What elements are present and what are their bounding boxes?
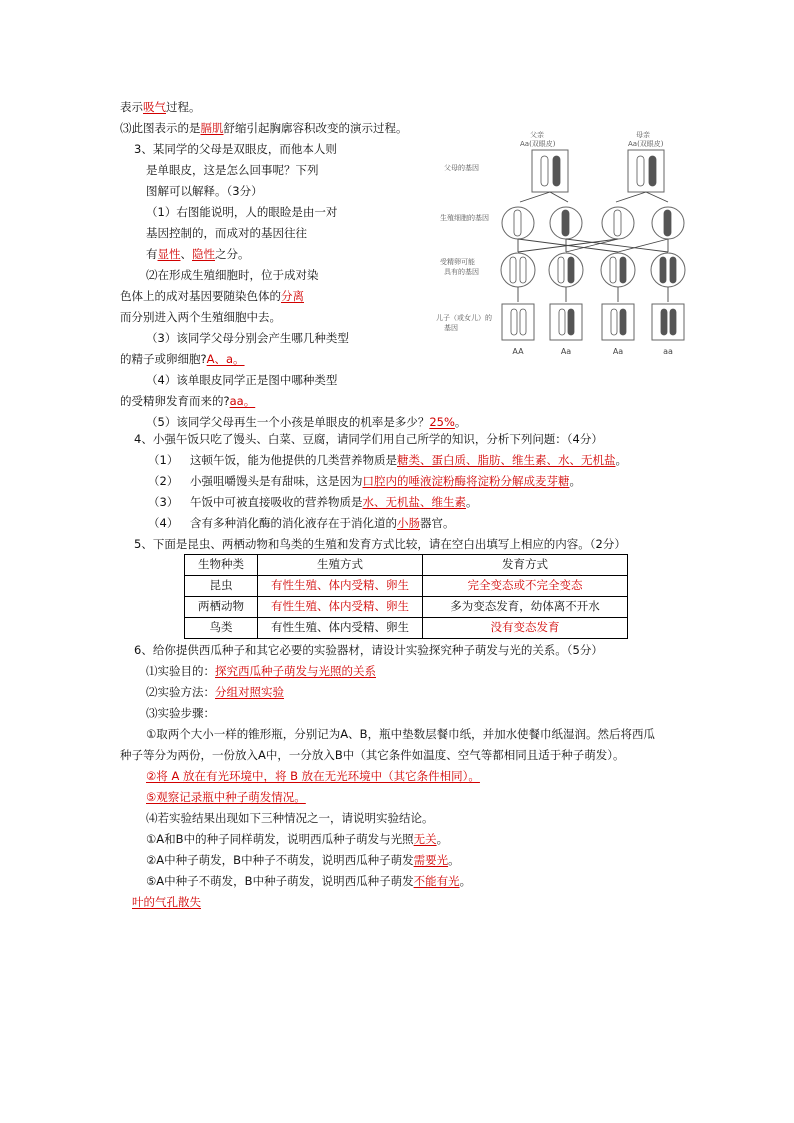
- table-cell-answer: 有性生殖、体内受精、卵生: [258, 597, 423, 618]
- q4-item3-num: （3）: [148, 495, 179, 509]
- q3-sub2-b: 色体上的成对基因要随染色体的分离: [120, 289, 304, 303]
- row-label-zygotes-1: 受精卵可能: [440, 258, 475, 266]
- q6-purpose: ⑴实验目的：探究西瓜种子萌发与光照的关系: [146, 664, 376, 678]
- q3-sub4-b: 的受精卵发育而来的?aa。: [120, 394, 256, 408]
- father-genotype: Aa(双眼皮): [520, 140, 556, 148]
- q3-sub2-a: ⑵在形成生殖细胞时，位于成对染: [146, 268, 319, 282]
- q6-step1-a: ①取两个大小一样的锥形瓶，分别记为A、B，瓶中垫数层餐巾纸，并加水使餐巾纸湿润。然后将西瓜: [146, 727, 656, 741]
- zygote-Aa-1: [549, 253, 583, 287]
- q4-intro: 4、小强午饭只吃了馒头、白菜、豆腐，请同学们用自己所学的知识，分析下列问题：（4分）: [134, 432, 603, 446]
- table-cell: 有性生殖、体内受精、卵生: [258, 618, 423, 639]
- father-chromosome-A: [541, 156, 548, 186]
- q6-intro: 6、给你提供西瓜种子和其它必要的实验器材，请设计实验探究种子萌发与光的关系。（5分）: [134, 643, 603, 657]
- mother-genotype: Aa(双眼皮): [628, 140, 664, 148]
- table-cell-answer: 有性生殖、体内受精、卵生: [258, 576, 423, 597]
- q5-intro: 5、下面是昆虫、两栖动物和鸟类的生殖和发育方式比较，请在空白出填写上相应的内容。（2分）: [134, 537, 626, 551]
- q3-intro-3: 图解可以解释。（3分）: [146, 184, 263, 198]
- genetics-diagram: [432, 128, 692, 366]
- q6-steps-title: ⑶实验步骤：: [146, 706, 215, 720]
- table-cell-answer: 没有变态发育: [423, 618, 628, 639]
- offspring-box-Aa-1: [550, 304, 582, 340]
- table-cell-kind: 鸟类: [185, 618, 258, 639]
- q6-method: ⑵实验方法：分组对照实验: [146, 685, 284, 699]
- zygote-Aa-2: [601, 253, 635, 287]
- row-label-offspring-1: 儿子（或女儿）的: [436, 314, 492, 322]
- q4-item4: 含有多种消化酶的消化液存在于消化道的小肠器官。: [190, 516, 455, 530]
- q3-intro-1: 3、某同学的父母是双眼皮，而他本人则: [134, 142, 337, 156]
- offspring-label-3: Aa: [612, 347, 624, 356]
- q3-sub3-b: 的精子或卵细胞?A、a。: [120, 352, 245, 366]
- q4-item1-num: （1）: [148, 453, 179, 467]
- mother-chromosome-a: [649, 156, 656, 186]
- table-header: 生物种类: [185, 555, 258, 576]
- offspring-label-4: aa: [663, 347, 673, 356]
- father-chromosome-a: [553, 156, 560, 186]
- q6-step2: ②将 A 放在有光环境中，将 B 放在无光环境中（其它条件相同）。: [146, 769, 480, 783]
- table-row: [185, 618, 628, 639]
- father-label: 父亲: [530, 131, 544, 139]
- table-cell: 多为变态发育，幼体离不开水: [423, 597, 628, 618]
- q6-step3: ⑤观察记录瓶中种子萌发情况。: [146, 790, 306, 804]
- row-label-zygotes-2: 具有的基因: [444, 268, 479, 276]
- q3-sub3-a: （3）该同学父母分别会产生哪几种类型: [146, 331, 349, 345]
- mother-cell: [628, 150, 664, 192]
- mother-label: 母亲: [636, 131, 650, 139]
- stomata-note: 叶的气孔散失: [132, 895, 201, 909]
- table-header-row: [185, 555, 628, 576]
- table-cell-kind: 昆虫: [185, 576, 258, 597]
- q6-result2: ②A中种子萌发，B中种子不萌发，说明西瓜种子萌发需要光。: [146, 853, 460, 867]
- q3-sub1-c: 有显性、隐性之分。: [146, 247, 250, 261]
- q4-item2: 小强咀嚼馒头是有甜味，这是因为口腔内的唾液淀粉酶将淀粉分解成麦芽糖。: [190, 474, 581, 488]
- q3-sub4-a: （4）该单眼皮同学正是图中哪种类型: [146, 373, 338, 387]
- table-row: [185, 597, 628, 618]
- table-cell-kind: 两栖动物: [185, 597, 258, 618]
- comparison-table: [184, 554, 628, 639]
- offspring-label-2: Aa: [560, 347, 572, 356]
- q4-item4-num: （4）: [148, 516, 179, 530]
- mother-chromosome-A: [637, 156, 644, 186]
- father-cell: [532, 150, 568, 192]
- offspring-box-Aa-2: [602, 304, 634, 340]
- line-inhale: 表示吸气过程。: [120, 100, 201, 114]
- table-cell-answer: 完全变态或不完全变态: [423, 576, 628, 597]
- q3-sub2-c: 而分别进入两个生殖细胞中去。: [120, 310, 281, 324]
- q6-results-title: ⑷若实验结果出现如下三种情况之一，请说明实验结论。: [146, 811, 434, 825]
- q3-sub5: （5）该同学父母再生一个小孩是单眼皮的机率是多少？25%。: [146, 415, 467, 429]
- offspring-label-1: AA: [512, 347, 524, 356]
- q4-item3: 午饭中可被直接吸收的营养物质是水、无机盐、维生素。: [190, 495, 478, 509]
- offspring-box-AA: [502, 304, 534, 340]
- q6-result1: ①A和B中的种子同样萌发，说明西瓜种子萌发与光照无关。: [146, 832, 449, 846]
- q3-sub1-b: 基因控制的，而成对的基因往往: [146, 226, 307, 240]
- zygote-AA: [501, 253, 535, 287]
- q4-item1: 这顿午饭，能为他提供的几类营养物质是糖类、蛋白质、脂肪、维生素、水、无机盐。: [190, 453, 627, 467]
- table-header: 发育方式: [423, 555, 628, 576]
- table-header: 生殖方式: [258, 555, 423, 576]
- line-diaphragm: ⑶此图表示的是膈肌舒缩引起胸廓容积改变的演示过程。: [120, 121, 408, 135]
- q6-step1-b: 种子等分为两份，一份放入A中，一分放入B中（其它条件如温度、空气等都相同且适于种子萌发）。: [120, 748, 625, 762]
- row-label-offspring-2: 基因: [444, 324, 458, 332]
- row-label-gametes: 生殖细胞的基因: [440, 214, 489, 222]
- q4-item2-num: （2）: [148, 474, 179, 488]
- q6-result3: ⑤A中种子不萌发，B中种子萌发，说明西瓜种子萌发不能有光。: [146, 874, 472, 888]
- q3-intro-2: 是单眼皮，这是怎么回事呢？下列: [146, 163, 319, 177]
- q3-sub1-a: （1）右图能说明，人的眼睑是由一对: [146, 205, 338, 219]
- offspring-box-aa: [652, 304, 684, 340]
- table-row: [185, 576, 628, 597]
- zygote-aa: [651, 253, 685, 287]
- row-label-parents: 父母的基因: [444, 164, 479, 172]
